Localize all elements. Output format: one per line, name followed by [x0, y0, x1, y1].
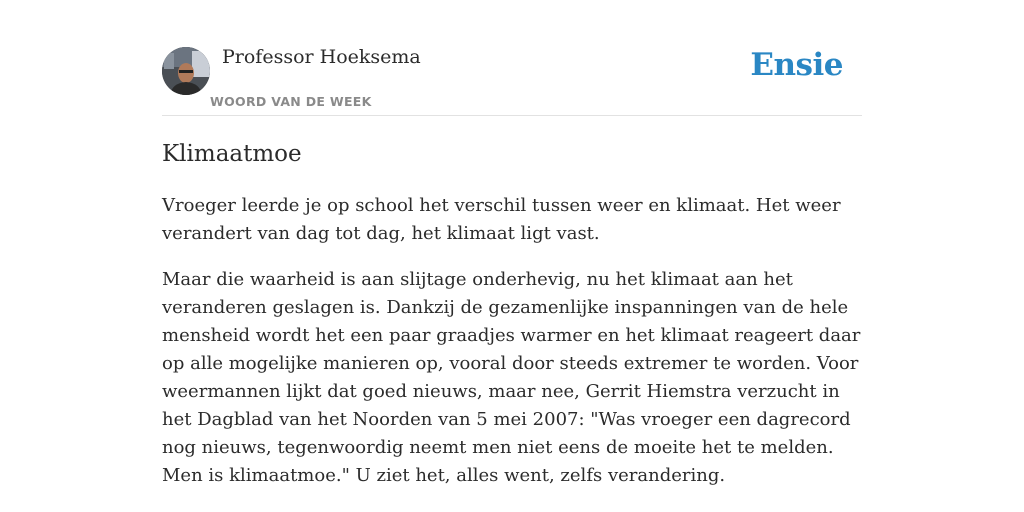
article-body: [162, 192, 862, 508]
ensie-logo[interactable]: Ensie: [750, 47, 843, 83]
article-paragraph: Vroeger leerde je op school het verschil tussen weer en klimaat. Het weer verandert van dag tot dag, het klimaat ligt vast.: [162, 195, 841, 244]
category-label: WOORD VAN DE WEEK: [210, 94, 372, 109]
word-card: [162, 0, 862, 486]
article-title: Klimaatmoe: [162, 141, 302, 167]
card-header: [162, 0, 862, 116]
author-name[interactable]: Professor Hoeksema: [222, 46, 421, 68]
avatar-photo-icon: [162, 47, 210, 95]
article-paragraph: Maar die waarheid is aan slijtage onderhevig, nu het klimaat aan het veranderen geslagen is. Dankzij de gezamenlijke inspanningen van de hele mensheid wordt het een paar graadjes warmer en het klimaat reageert daar op alle mogelijke manieren op, vooral door steeds extremer te worden. Voor weermannen lijkt dat goed nieuws, maar nee, Gerrit Hiemstra verzucht in het Dagblad van het Noorden van 5 mei 2007: "Was vroeger een dagrecord nog nieuws, tegenwoordig neemt men niet eens de moeite het te melden. Men is klimaatmoe." U ziet het, alles went, zelfs verandering.: [162, 269, 861, 486]
author-avatar[interactable]: [162, 47, 210, 95]
